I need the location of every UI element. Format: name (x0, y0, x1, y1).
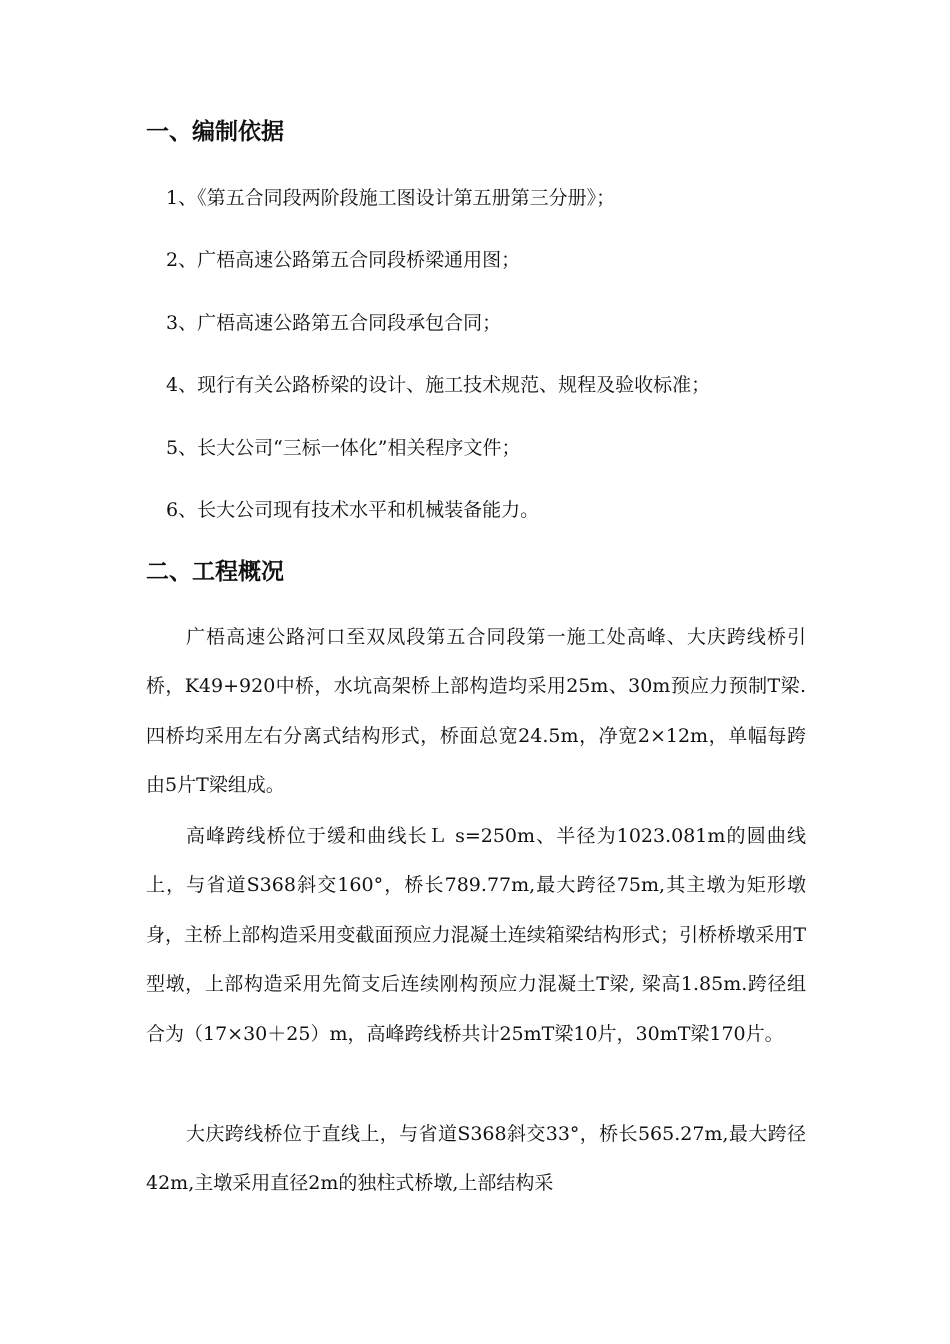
section-heading-basis: 一、编制依据 (146, 118, 284, 145)
basis-item-3: 3、广梧高速公路第五合同段承包合同； (166, 312, 502, 334)
overview-paragraph-3: 大庆跨线桥位于直线上，与省道S368斜交33°，桥长565.27m,最大跨径42m,主墩采用直径2m的独柱式桥墩,上部结构采 (146, 1123, 806, 1195)
basis-item-4: 4、现行有关公路桥梁的设计、施工技术规范、规程及验收标准； (166, 374, 711, 396)
section-heading-overview: 二、工程概况 (146, 558, 284, 585)
overview-paragraph-2: 高峰跨线桥位于缓和曲线长Ｌ s=250m、半径为1023.081m的圆曲线上，与省道S368斜交160°，桥长789.77m,最大跨径75m,其主墩为矩形墩身，主桥上部构造采用变截面预应力混凝土连续箱梁结构形式；引桥桥墩采用T型墩，上部构造采用先简支后连续刚构预应力混凝土T梁, 梁高1.85m.跨径组合为（17×30＋25）m，高峰跨线桥共计25mT梁10片，30mT梁170片。 (146, 825, 806, 1045)
basis-item-1: 1、《第五合同段两阶段施工图设计第五册第三分册》； (166, 187, 616, 209)
basis-item-5: 5、长大公司“三标一体化”相关程序文件； (166, 437, 521, 459)
overview-paragraph-1: 广梧高速公路河口至双凤段第五合同段第一施工处高峰、大庆跨线桥引桥，K49+920中桥，水坑高架桥上部构造均采用25m、30m预应力预制T梁.四桥均采用左右分离式结构形式，桥面总宽24.5m，净宽2×12m，单幅每跨由5片T梁组成。 (146, 626, 806, 797)
basis-item-6: 6、长大公司现有技术水平和机械装备能力。 (166, 499, 540, 521)
basis-item-2: 2、广梧高速公路第五合同段桥梁通用图； (166, 249, 521, 271)
